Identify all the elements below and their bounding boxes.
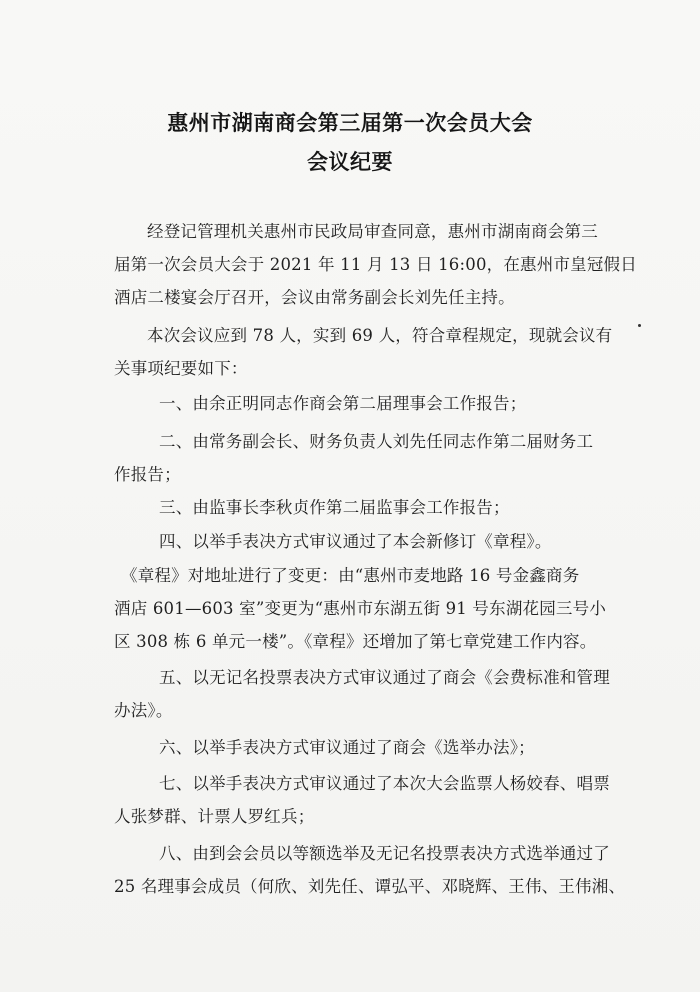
agenda-item-5: 五、以无记名投票表决方式审议通过了商会《会费标准和管理 bbox=[159, 668, 610, 687]
agenda-item-7: 七、以举手表决方式审议通过了本次大会监票人杨姣春、唱票 bbox=[159, 774, 610, 793]
document-title: 惠州市湖南商会第三届第一次会员大会 bbox=[167, 111, 533, 135]
paragraph-line: 《章程》对地址进行了变更：由“惠州市麦地路 16 号金鑫商务 bbox=[121, 566, 580, 585]
agenda-item-6: 六、以举手表决方式审议通过了商会《选举办法》； bbox=[159, 738, 535, 757]
agenda-item-2: 二、由常务副会长、财务负责人刘先任同志作第二届财务工 bbox=[159, 432, 594, 451]
agenda-item-7-cont: 人张梦群、计票人罗红兵； bbox=[114, 807, 315, 826]
paragraph-line: 本次会议应到 78 人，实到 69 人，符合章程规定，现就会议有 bbox=[147, 326, 613, 345]
paragraph-line: 酒店二楼宴会厅召开，会议由常务副会长刘先任主持。 bbox=[114, 288, 515, 307]
scan-speck bbox=[638, 324, 641, 327]
paragraph-line: 届第一次会员大会于 2021 年 11 月 13 日 16:00，在惠州市皇冠假日 bbox=[114, 255, 637, 274]
paragraph-line: 酒店 601—603 室”变更为“惠州市东湖五街 91 号东湖花园三号小 bbox=[114, 599, 607, 618]
agenda-item-8-cont: 25 名理事会成员（何欣、刘先任、谭弘平、邓晓辉、王伟、王伟湘、 bbox=[114, 877, 626, 896]
document-subtitle: 会议纪要 bbox=[307, 150, 393, 174]
agenda-item-8: 八、由到会会员以等额选举及无记名投票表决方式选举通过了 bbox=[159, 844, 610, 863]
paragraph-line: 经登记管理机关惠州市民政局审查同意，惠州市湖南商会第三 bbox=[147, 222, 598, 241]
agenda-item-4: 四、以举手表决方式审议通过了本会新修订《章程》。 bbox=[159, 532, 552, 551]
agenda-item-1: 一、由余正明同志作商会第二届理事会工作报告； bbox=[159, 394, 527, 413]
paragraph-line: 区 308 栋 6 单元一楼”。《章程》还增加了第七章党建工作内容。 bbox=[114, 632, 597, 651]
paragraph-line: 关事项纪要如下： bbox=[114, 359, 248, 378]
agenda-item-2-cont: 作报告； bbox=[114, 465, 181, 484]
agenda-item-5-cont: 办法》。 bbox=[114, 701, 173, 720]
agenda-item-3: 三、由监事长李秋贞作第二届监事会工作报告； bbox=[159, 498, 510, 517]
